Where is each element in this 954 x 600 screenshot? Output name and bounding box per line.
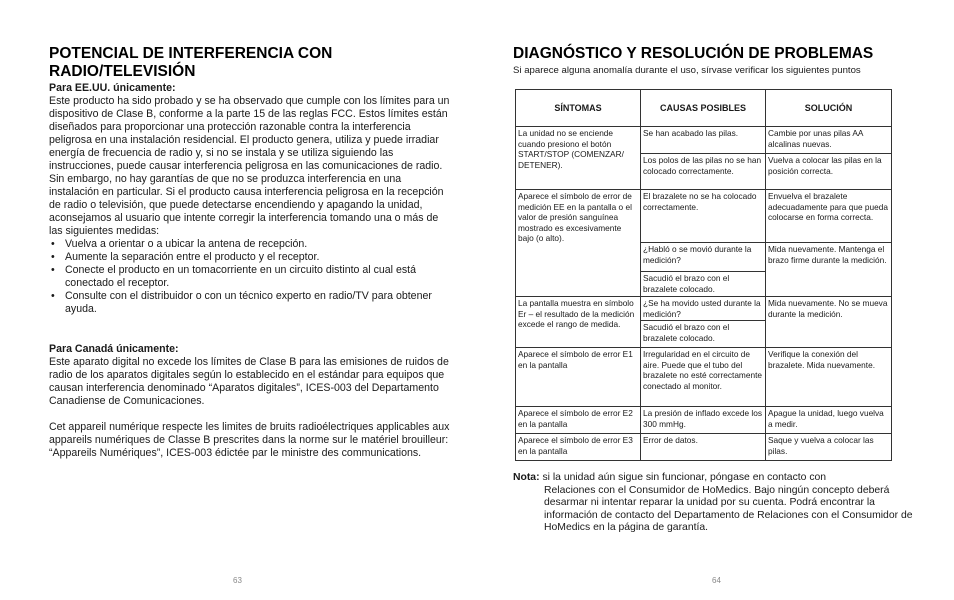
solution-cell: Vuelva a colocar las pilas en la posición correcta. [766, 154, 892, 190]
table-row [516, 297, 892, 321]
troubleshooting-table [515, 89, 892, 461]
table-row [516, 127, 892, 154]
symptom-cell: La pantalla muestra en símbolo Er – el resultado de la medición excede el rango de medida. [516, 297, 641, 348]
solution-cell: Saque y vuelva a colocar las pilas. [766, 434, 892, 461]
troubleshooting-title: DIAGNÓSTICO Y RESOLUCIÓN DE PROBLEMAS [513, 45, 874, 62]
cause-cell: Los polos de las pilas no se han colocado correctamente. [641, 154, 766, 190]
table-row [516, 434, 892, 461]
interference-title-line2: RADIO/TELEVISIÓN [49, 63, 196, 80]
header-solution: SOLUCIÓN [766, 90, 892, 127]
solution-cell: Apague la unidad, luego vuelva a medir. [766, 407, 892, 434]
cause-cell: Sacudió el brazo con el brazalete colocado. [641, 272, 766, 297]
table-row [516, 190, 892, 243]
solution-cell: Mida nuevamente. Mantenga el brazo firme durante la medición. [766, 243, 892, 297]
interference-title-line1: POTENCIAL DE INTERFERENCIA CON [49, 45, 333, 62]
interference-title [49, 45, 449, 81]
table-row [516, 407, 892, 434]
header-symptoms: SÍNTOMAS [516, 90, 641, 127]
canada-heading: Para Canadá únicamente: [49, 343, 179, 355]
solution-cell: Mida nuevamente. No se mueva durante la medición. [766, 297, 892, 348]
cause-cell: La presión de inflado excede los 300 mmHg. [641, 407, 766, 434]
page-number-right: 64 [712, 576, 721, 585]
measure-item: • Consulte con el distribuidor o con un técnico experto en radio/TV para obtener ayuda. [49, 290, 454, 316]
cause-cell: ¿Se ha movido usted durante la medición? [641, 297, 766, 321]
cause-cell: Error de datos. [641, 434, 766, 461]
solution-cell: Cambie por unas pilas AA alcalinas nuevas. [766, 127, 892, 154]
measure-item: • Vuelva a orientar o a ubicar la antena de recepción. [49, 238, 454, 251]
table-header-row [516, 90, 892, 127]
solution-cell: Envuelva el brazalete adecuadamente para que pueda colocarse en forma correcta. [766, 190, 892, 243]
canada-section [49, 343, 454, 408]
cause-cell: Sacudió el brazo con el brazalete colocado. [641, 321, 766, 348]
usa-paragraph: Este producto ha sido probado y se ha observado que cumple con los límites para un dispositivo de Clase B, conforme a la parte 15 de las reglas FCC. Estos límites están diseñados para proporcionar una protección razonable contra la interferencia peligrosa en una instalación residencial. El producto genera, utiliza y puede irradiar energía de frecuencia de radio y, si no se instala y se utiliza siguiendo las instrucciones, puede causar interferencia peligrosa en las comunicaciones de radio. Sin embargo, no hay garantías de que no se produzca interferencia en una instalación en particular. Si el producto causa interferencia peligrosa en la recepción de radio o televisión, que puede detectarse encendiendo y apagando la unidad, aconsejamos al usuario que intente corregir la interferencia tomando una o más de las siguientes medidas: [49, 95, 450, 237]
right-page [477, 0, 954, 600]
table-row [516, 348, 892, 407]
measure-item: • Conecte el producto en un tomacorriente en un circuito distinto al cual está conectado el receptor. [49, 264, 454, 290]
note-label: Nota: [513, 472, 540, 483]
symptom-cell: Aparece el símbolo de error E1 en la pantalla [516, 348, 641, 407]
french-section [49, 421, 454, 460]
page-number-left: 63 [233, 576, 242, 585]
usa-heading: Para EE.UU. únicamente: [49, 82, 176, 94]
cause-cell: Irregularidad en el circuito de aire. Puede que el tubo del brazalete no esté correctamente conectado al monitor. [641, 348, 766, 407]
symptom-cell: Aparece el símbolo de error E2 en la pantalla [516, 407, 641, 434]
note-body: Relaciones con el Consumidor de HoMedics. Bajo ningún concepto deberá desarmar ni intentar reparar la unidad por su cuenta. Podrá encontrar la información de contacto del Departamento de Relaciones con el Consumidor de HoMedics en la página de garantía. [544, 484, 913, 533]
measure-item: • Aumente la separación entre el producto y el receptor. [49, 251, 454, 264]
solution-cell: Verifique la conexión del brazalete. Mida nuevamente. [766, 348, 892, 407]
symptom-cell: Aparece el símbolo de error E3 en la pantalla [516, 434, 641, 461]
cause-cell: Se han acabado las pilas. [641, 127, 766, 154]
troubleshooting-note [513, 472, 913, 535]
symptom-cell: Aparece el símbolo de error de medición EE en la pantalla o el valor de presión sanguínea mostrado es excesivamente bajo (o alto). [516, 190, 641, 297]
cause-cell: El brazalete no se ha colocado correctamente. [641, 190, 766, 243]
canada-paragraph: Este aparato digital no excede los límites de Clase B para las emisiones de ruidos de radio de los aparatos digitales según lo establecido en el estándar para equipos que causan interferencia denominado “Aparatos digitales”, ICES-003 del Departamento Canadiense de Comunicaciones. [49, 356, 449, 407]
french-paragraph: Cet appareil numérique respecte les limites de bruits radioélectriques applicables aux appareils numériques de Classe B prescrites dans la norme sur le matériel brouilleur: “Appareils Numériques”, ICES-003 édictée par le ministre des communications. [49, 421, 450, 459]
header-causes: CAUSAS POSIBLES [641, 90, 766, 127]
symptom-cell: La unidad no se enciende cuando presiono el botón START/STOP (COMENZAR/ DETENER). [516, 127, 641, 190]
note-first-line: si la unidad aún sigue sin funcionar, póngase en contacto con [542, 472, 827, 483]
cause-cell: ¿Habló o se movió durante la medición? [641, 243, 766, 272]
troubleshooting-intro: Si aparece alguna anomalía durante el uso, sírvase verificar los siguientes puntos [513, 65, 861, 76]
measures-list [49, 238, 454, 316]
usa-section [49, 82, 454, 316]
